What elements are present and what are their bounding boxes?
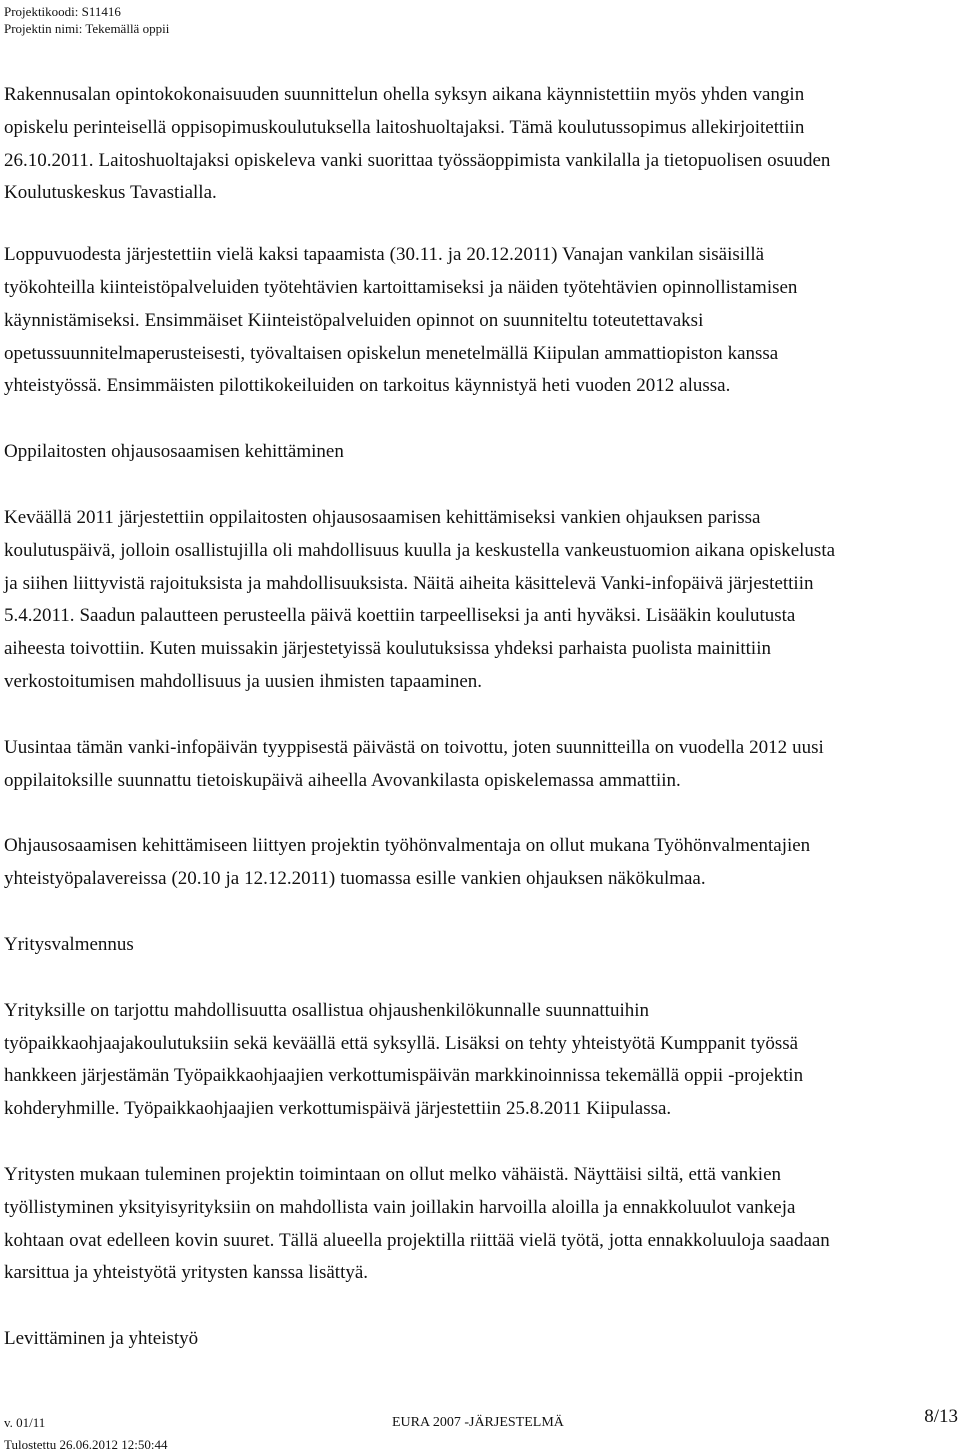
text-line: käynnistämiseksi. Ensimmäiset Kiinteistöpalveluiden opinnot on suunniteltu toteutettavaksi [4, 309, 704, 331]
text-line: aiheesta toivottiin. Kuten muissakin järjestetyissä koulutuksissa yhdeksi parhaista puolista mainittiin [4, 638, 771, 660]
text-line: työllistyminen yksityisyrityksiin on mahdollista vain joillakin harvoilla aloilla ja ennakkoluulot vankeja [4, 1196, 796, 1218]
paragraph [4, 239, 956, 403]
text-line: kohderyhmille. Työpaikkaohjaajien verkottumispäivä järjestettiin 25.8.2011 Kiipulassa. [4, 1098, 672, 1120]
text-line: 5.4.2011. Saadun palautteen perusteella päivä koettiin tarpeelliseksi ja anti hyväksi. Lisääkin koulutusta [4, 605, 796, 627]
project-name: Projektin nimi: Tekemällä oppii [4, 21, 170, 36]
text-line: opiskelu perinteisellä oppisopimuskoulutuksella laitoshuoltajaksi. Tämä koulutussopimus allekirjoitettiin [4, 116, 805, 138]
text-line: Koulutuskeskus Tavastialla. [4, 182, 217, 204]
text-line: hankkeen järjestämän Työpaikkaohjaajien verkottumispäivän markkinoinnissa tekemällä oppii -projektin [4, 1065, 804, 1087]
document-version: v. 01/11 [4, 1415, 46, 1430]
project-code: Projektikoodi: S11416 [4, 4, 121, 19]
page-number: 8/13 [924, 1406, 958, 1427]
text-line: kohtaan ovat edelleen kovin suuret. Tällä alueella projektilla riittää vielä työtä, jotta ennakkoluuloja saadaan [4, 1229, 830, 1251]
section-heading: Oppilaitosten ohjausosaamisen kehittäminen [4, 441, 344, 463]
text-line: ja siihen liittyvistä rajoituksista ja mahdollisuuksista. Näitä aiheita käsittelevä Vanki-infopäivä järjestettiin [4, 572, 814, 594]
paragraph [4, 79, 956, 210]
page-footer [4, 1406, 958, 1452]
text-line: Loppuvuodesta järjestettiin vielä kaksi tapaamista (30.11. ja 20.12.2011) Vanajan vankilan sisäisillä [4, 244, 765, 266]
text-line: yhteistyöpalavereissa (20.10 ja 12.12.2011) tuomassa esille vankien ohjauksen näkökulmaa. [4, 868, 706, 890]
page-header [4, 3, 169, 37]
text-line: työpaikkaohjaajakoulutuksiin sekä keväällä että syksyllä. Lisäksi on tehty yhteistyötä Kumppanit työssä [4, 1032, 799, 1054]
paragraph [4, 1159, 956, 1290]
text-line: 26.10.2011. Laitoshuoltajaksi opiskeleva vanki suorittaa työssäoppimista vankilalla ja tietopuolisen osuuden [4, 149, 831, 171]
text-line: Rakennusalan opintokokonaisuuden suunnittelun ohella syksyn aikana käynnistettiin myös yhden vangin [4, 84, 805, 105]
paragraph [4, 995, 956, 1126]
text-line: yhteistyössä. Ensimmäisten pilottikokeiluiden on tarkoitus käynnistyä heti vuoden 2012 alussa. [4, 375, 731, 397]
text-line: oppilaitoksille suunnattu tietoiskupäivä aiheella Avovankilasta opiskelemassa ammattiin. [4, 769, 681, 791]
text-line: koulutuspäivä, jolloin osallistujilla oli mahdollisuus kuulla ja keskustella vankeustuomion aikana opiskelusta [4, 539, 836, 561]
paragraph [4, 732, 956, 798]
print-timestamp: Tulostettu 26.06.2012 12:50:44 [4, 1437, 168, 1452]
section-heading: Yritysvalmennus [4, 933, 134, 955]
text-line: Ohjausosaamisen kehittämiseen liittyen projektin työhönvalmentaja on ollut mukana Työhönvalmentajien [4, 835, 811, 857]
text-line: Yritysten mukaan tuleminen projektin toimintaan on ollut melko vähäistä. Näyttäisi siltä, että vankien [4, 1163, 782, 1185]
paragraph [4, 502, 956, 699]
text-line: karsittua ja yhteistyötä yritysten kanssa lisättyä. [4, 1262, 369, 1284]
text-line: työkohteilla kiinteistöpalveluiden työtehtävien kartoittamiseksi ja näiden työtehtävien opinnollistamisen [4, 276, 798, 298]
paragraph [4, 830, 956, 896]
document-body [4, 79, 956, 1356]
section-heading: Levittäminen ja yhteistyö [4, 1328, 199, 1350]
text-line: Uusintaa tämän vanki-infopäivän tyyppisestä päivästä on toivottu, joten suunnitteilla on vuodella 2012 uusi [4, 736, 824, 758]
text-line: Yrityksille on tarjottu mahdollisuutta osallistua ohjaushenkilökunnalle suunnattuihin [4, 999, 650, 1021]
system-name: EURA 2007 -JÄRJESTELMÄ [392, 1415, 564, 1430]
text-line: Keväällä 2011 järjestettiin oppilaitosten ohjausosaamisen kehittämiseksi vankien ohjauksen parissa [4, 506, 761, 528]
text-line: verkostoitumisen mahdollisuus ja uusien ihmisten tapaaminen. [4, 670, 483, 692]
text-line: opetussuunnitelmaperusteisesti, työvaltaisen opiskelun menetelmällä Kiipulan ammattiopiston kanssa [4, 342, 779, 364]
